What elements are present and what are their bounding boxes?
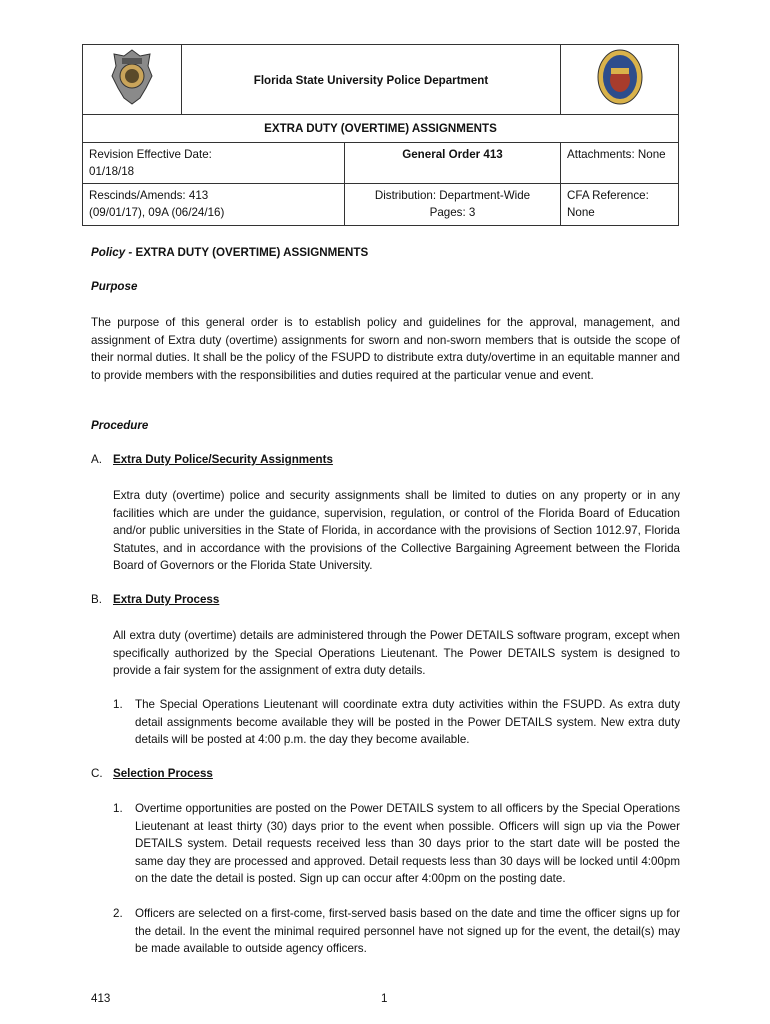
- distribution: Distribution: Department-Wide: [374, 189, 531, 202]
- section-b-paragraph: All extra duty (overtime) details are administered through the Power DETAILS software program, except when specifically authorized by the Special Operations Lieutenant. The Power DETAILS system is designed to provide a fair system for the assignment of extra duty details.: [113, 629, 680, 678]
- rescinds-label: Rescinds/Amends: 413: [89, 189, 209, 202]
- florida-seal-icon: [596, 48, 644, 106]
- section-c-letter: C.: [91, 767, 103, 780]
- footer-doc-number: 413: [91, 992, 111, 1005]
- section-b-letter: B.: [91, 593, 102, 606]
- pages: Pages: 3: [429, 206, 476, 219]
- item-number: 1.: [113, 802, 123, 815]
- rescinds-cell: [83, 184, 345, 226]
- section-a-letter: A.: [91, 453, 102, 466]
- general-order-cell: [345, 143, 561, 184]
- section-a-paragraph: Extra duty (overtime) police and security assignments shall be limited to duties on any property or in any facilities which are under the guidance, supervision, regulation, or control of the Florida Board of Education and/or public universities in the State of Florida, in accordance with the provisions of Section 1012.97, Florida Statutes, and in accordance with the provisions of the Collective Bargaining Agreement between the Florida Board of Governors or the Florida State University.: [113, 489, 680, 573]
- section-c-heading: [91, 767, 213, 780]
- purpose-paragraph: The purpose of this general order is to establish policy and guidelines for the approval, management, and assignment of Extra duty (overtime) assignments for sworn and non-sworn members that is outside the scope of their normal duties. It shall be the policy of the FSUPD to distribute extra duty/overtime in an equitable manner and to provide members with the responsibilities and duties required at the particular venue and event.: [91, 316, 680, 382]
- purpose-heading-text: Purpose: [91, 280, 138, 293]
- section-b-heading: [91, 593, 219, 606]
- attachments-cell: [561, 143, 679, 184]
- policy-prefix: Policy -: [91, 246, 136, 259]
- item-number: 1.: [113, 698, 123, 711]
- section-a-title: Extra Duty Police/Security Assignments: [113, 453, 333, 466]
- document-title: EXTRA DUTY (OVERTIME) ASSIGNMENTS: [264, 122, 497, 135]
- policy-title: EXTRA DUTY (OVERTIME) ASSIGNMENTS: [135, 246, 369, 259]
- department-name: Florida State University Police Department: [253, 73, 489, 87]
- section-c-item-1: [113, 800, 680, 888]
- item-number: 2.: [113, 907, 123, 920]
- general-order: General Order 413: [402, 148, 503, 161]
- section-b-item-1: [113, 696, 680, 749]
- section-c-item-2: [113, 905, 680, 958]
- item-text: Officers are selected on a first-come, first-served basis based on the date and time the officer signs up for the detail. In the event the minimal required personnel have not signed up for the event, the detail(s) may be made available to outside agency officers.: [135, 907, 680, 956]
- seal-logo-cell: [561, 45, 679, 115]
- police-badge-icon: [110, 48, 154, 106]
- revision-label: Revision Effective Date:: [89, 148, 212, 161]
- procedure-heading-text: Procedure: [91, 419, 149, 432]
- policy-heading: [91, 246, 368, 259]
- purpose-heading: [91, 280, 137, 293]
- revision-date: 01/18/18: [89, 165, 135, 178]
- cfa-cell: [561, 184, 679, 226]
- title-cell: [83, 115, 679, 143]
- section-b-title: Extra Duty Process: [113, 593, 220, 606]
- procedure-heading: [91, 419, 148, 432]
- rescinds-value: (09/01/17), 09A (06/24/16): [89, 206, 225, 219]
- section-a-heading: [91, 453, 333, 466]
- department-cell: [182, 45, 561, 115]
- item-text: The Special Operations Lieutenant will coordinate extra duty activities within the FSUPD. As extra duty detail assignments become available they will be posted in the Power DETAILS system. New extra duty details will be posted at 4:00 p.m. the day they become available.: [135, 698, 680, 747]
- section-c-title: Selection Process: [113, 767, 213, 780]
- badge-logo-cell: [83, 45, 182, 115]
- header-table: [82, 44, 679, 226]
- cfa-reference: CFA Reference: None: [567, 189, 649, 219]
- attachments: Attachments: None: [567, 148, 666, 161]
- footer-page-number: 1: [381, 992, 388, 1005]
- distribution-cell: [345, 184, 561, 226]
- item-text: Overtime opportunities are posted on the Power DETAILS system to all officers by the Special Operations Lieutenant at least thirty (30) days prior to the event when possible. Officers will sign up via the Power DETAILS system. Detail requests received less than 30 days prior to the start date will be posted the same day they are processed and approved. Detail requests less than 30 days will be locked until 4:00pm on the date the detail is posted. Sign up can occur after 4:00pm on the posting date.: [135, 802, 680, 886]
- revision-cell: [83, 143, 345, 184]
